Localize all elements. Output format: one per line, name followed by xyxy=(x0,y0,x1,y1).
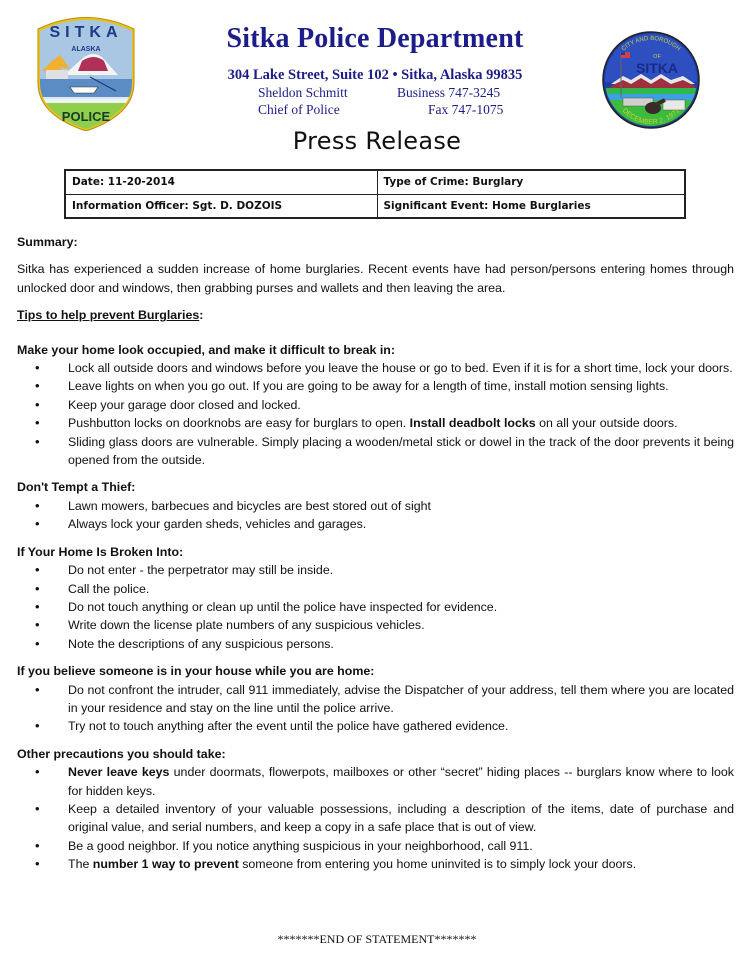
list-item xyxy=(17,414,734,432)
business-phone: Business 747-3245 xyxy=(397,85,501,100)
list-item: • Lawn mowers, barbecues and bicycles are best stored out of sight xyxy=(17,497,734,515)
list-item: • Note the descriptions of any suspicious persons. xyxy=(17,635,734,653)
item-bold-text: number 1 way to prevent xyxy=(92,857,239,872)
list-item xyxy=(17,763,734,800)
section-heading: If you believe someone is in your house while you are home: xyxy=(17,664,375,679)
item-bold-text: Install deadbolt locks xyxy=(409,416,536,431)
list-item: • Do not confront the intruder, call 911 immediately, advise the Dispatcher of your address, tell them where you are located in your residence and stay on the line until the police arrive. xyxy=(17,681,734,718)
document-type-title: Press Release xyxy=(292,127,462,155)
table-row xyxy=(65,170,685,194)
press-info-table xyxy=(64,169,686,219)
bullet-list xyxy=(17,497,734,534)
date-cell: Date: 11-20-2014 xyxy=(65,170,377,194)
significant-event-cell: Significant Event: Home Burglaries xyxy=(377,194,685,218)
patch-sub-text: ALASKA xyxy=(71,46,101,53)
section-heading: Other precautions you should take: xyxy=(17,746,226,761)
item-text: someone from entering you home uninvited is to simply lock your doors. xyxy=(238,857,637,872)
bullet-list xyxy=(17,359,734,469)
fax-number: Fax 747-1075 xyxy=(428,102,504,117)
item-text: on all your outside doors. xyxy=(535,416,678,431)
bullet-list xyxy=(17,681,734,736)
list-item: • Try not to touch anything after the event until the police have gathered evidence. xyxy=(17,717,734,735)
list-item: • Keep your garage door closed and locked. xyxy=(17,396,734,414)
contact-row-2 xyxy=(170,101,580,118)
list-item: • Lock all outside doors and windows before you leave the house or go to bed. Even if it is for a short time, lock your doors. xyxy=(17,359,734,377)
list-item: • Leave lights on when you go out. If you are going to be away for a length of time, install motion sensing lights. xyxy=(17,377,734,395)
list-item: • Do not touch anything or clean up until the police have inspected for evidence. xyxy=(17,598,734,616)
section-other-precautions xyxy=(17,745,734,874)
list-item xyxy=(17,855,734,873)
tips-heading: Tips to help prevent Burglaries xyxy=(17,308,200,323)
section-heading: Don't Tempt a Thief: xyxy=(17,480,136,495)
sitka-police-patch-logo xyxy=(34,13,138,131)
list-item: • Always lock your garden sheds, vehicles and garages. xyxy=(17,515,734,533)
section-someone-in-house xyxy=(17,662,734,736)
section-dont-tempt xyxy=(17,478,734,533)
item-text: under doormats, flowerpots, mailboxes or other “secret” hiding places -- burglars know where to look for hidden keys. xyxy=(68,765,735,798)
end-of-statement: *******END OF STATEMENT******* xyxy=(277,932,477,946)
section-heading: If Your Home Is Broken Into: xyxy=(17,544,184,559)
patch-top-text: SITKA xyxy=(49,24,123,41)
crime-type-cell: Type of Crime: Burglary xyxy=(377,170,685,194)
tips-heading-colon: : xyxy=(199,308,204,323)
list-item: • Write down the license plate numbers of any suspicious vehicles. xyxy=(17,616,734,634)
press-release-body xyxy=(17,233,734,874)
seal-top-text: CITY AND BOROUGH xyxy=(620,35,682,53)
org-title: Sitka Police Department xyxy=(226,23,524,54)
patch-bottom-text: POLICE xyxy=(61,109,111,124)
seal-name-text: SITKA xyxy=(636,60,678,76)
address-line: 304 Lake Street, Suite 102 • Sitka, Alaska 99835 xyxy=(227,67,523,83)
summary-text: Sitka has experienced a sudden increase of home burglaries. Recent events have had person/persons entering homes through unlocked door and windows, then grabbing purses and wallets and then leaving the area. xyxy=(17,262,734,295)
list-item: • Do not enter - the perpetrator may still be inside. xyxy=(17,561,734,579)
item-text: The xyxy=(68,857,93,872)
summary-heading: Summary: xyxy=(17,235,78,249)
bullet-list xyxy=(17,561,734,653)
seal-of-text: OF xyxy=(653,54,661,60)
section-heading: Make your home look occupied, and make it difficult to break in: xyxy=(17,342,395,357)
section-broken-into xyxy=(17,543,734,653)
list-item: • Be a good neighbor. If you notice anything suspicious in your neighborhood, call 911. xyxy=(17,837,734,855)
tips-heading-line xyxy=(17,306,734,324)
item-bold-text: Never leave keys xyxy=(68,765,170,780)
city-borough-seal-logo xyxy=(601,30,701,130)
list-item: • Keep a detailed inventory of your valuable possessions, including a description of the items, date of purchase and original value, and serial numbers, and keep a copy in a safe place that is out of view. xyxy=(17,800,734,837)
seal-bottom-text: DECEMBER 2, 1971 xyxy=(620,107,682,127)
chief-title: Chief of Police xyxy=(258,102,340,117)
officer-cell: Information Officer: Sgt. D. DOZOIS xyxy=(65,194,377,218)
item-text: Pushbutton locks on doorknobs are easy for burglars to open. xyxy=(68,416,410,431)
section-occupied xyxy=(17,341,734,470)
list-item: • Sliding glass doors are vulnerable. Simply placing a wooden/metal stick or dowel in the track of the door prevents it being opened from the outside. xyxy=(17,433,734,470)
bullet-list xyxy=(17,763,734,873)
chief-name: Sheldon Schmitt xyxy=(258,85,348,100)
table-row xyxy=(65,194,685,218)
contact-row-1 xyxy=(170,84,580,101)
list-item: • Call the police. xyxy=(17,580,734,598)
letterhead xyxy=(170,20,580,118)
